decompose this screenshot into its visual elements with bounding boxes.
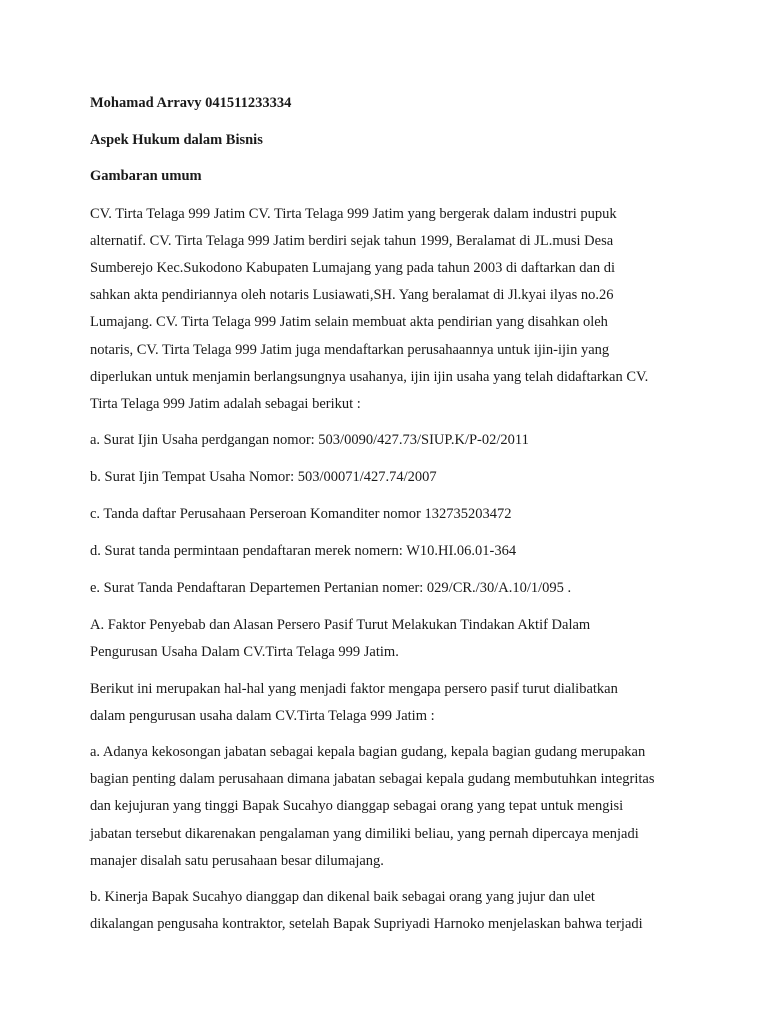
permit-item: a. Surat Ijin Usaha perdgangan nomor: 503/0090/427.73/SIUP.K/P-02/2011 [90, 432, 529, 449]
text-line: Lumajang. CV. Tirta Telaga 999 Jatim selain membuat akta pendirian yang disahkan oleh [90, 314, 608, 331]
text-line: CV. Tirta Telaga 999 Jatim CV. Tirta Telaga 999 Jatim yang bergerak dalam industri pupuk [90, 205, 617, 222]
text-line: Tirta Telaga 999 Jatim adalah sebagai berikut : [90, 395, 361, 412]
permit-item: d. Surat tanda permintaan pendaftaran merek nomern: W10.HI.06.01-364 [90, 543, 517, 560]
text-line: A. Faktor Penyebab dan Alasan Persero Pasif Turut Melakukan Tindakan Aktif Dalam [90, 617, 591, 634]
permit-item: e. Surat Tanda Pendaftaran Departemen Pertanian nomer: 029/CR./30/A.10/1/095 . [90, 580, 572, 597]
section-title: Gambaran umum [90, 168, 202, 184]
permit-item: c. Tanda daftar Perusahaan Perseroan Komanditer nomor 132735203472 [90, 506, 512, 523]
text-line: dikalangan pengusaha kontraktor, setelah Bapak Supriyadi Harnoko menjelaskan bahwa terjadi [90, 916, 643, 933]
factors-intro-paragraph [90, 676, 690, 730]
factor-b-paragraph [90, 884, 690, 938]
text-line: bagian penting dalam perusahaan dimana jabatan sebagai kepala gudang membutuhkan integritas [90, 771, 655, 788]
text-line: jabatan tersebut dikarenakan pengalaman yang dimiliki beliau, yang pernah dipercaya menjadi [90, 825, 639, 842]
subject-heading: Aspek Hukum dalam Bisnis [90, 131, 263, 148]
author-line: Mohamad Arravy 041511233334 [90, 95, 292, 111]
text-line: Sumberejo Kec.Sukodono Kabupaten Lumajang yang pada tahun 2003 di daftarkan dan di [90, 259, 616, 276]
text-line: alternatif. CV. Tirta Telaga 999 Jatim berdiri sejak tahun 1999, Beralamat di JL.musi Desa [90, 232, 614, 249]
text-line: Pengurusan Usaha Dalam CV.Tirta Telaga 999 Jatim. [90, 644, 399, 661]
intro-paragraph [90, 201, 690, 419]
text-line: notaris, CV. Tirta Telaga 999 Jatim juga mendaftarkan perusahaannya untuk ijin-ijin yang [90, 341, 610, 358]
text-line: dan kejujuran yang tinggi Bapak Sucahyo dianggap sebagai orang yang tepat untuk mengisi [90, 798, 624, 815]
text-line: manajer disalah satu perusahaan besar dilumajang. [90, 852, 384, 869]
section-a-heading [90, 612, 690, 666]
document-body [90, 91, 690, 947]
text-line: a. Adanya kekosongan jabatan sebagai kepala bagian gudang, kepala bagian gudang merupakan [90, 743, 646, 760]
text-line: Berikut ini merupakan hal-hal yang menjadi faktor mengapa persero pasif turut dialibatkan [90, 680, 618, 697]
factor-a-paragraph [90, 739, 690, 875]
text-line: sahkan akta pendiriannya oleh notaris Lusiawati,SH. Yang beralamat di Jl.kyai ilyas no.26 [90, 287, 614, 304]
text-line: diperlukan untuk menjamin berlangsungnya usahanya, ijin ijin usaha yang telah didaftarkan CV. [90, 368, 649, 385]
permit-item: b. Surat Ijin Tempat Usaha Nomor: 503/00071/427.74/2007 [90, 469, 437, 486]
text-line: b. Kinerja Bapak Sucahyo dianggap dan dikenal baik sebagai orang yang jujur dan ulet [90, 888, 595, 905]
text-line: dalam pengurusan usaha dalam CV.Tirta Telaga 999 Jatim : [90, 707, 435, 724]
